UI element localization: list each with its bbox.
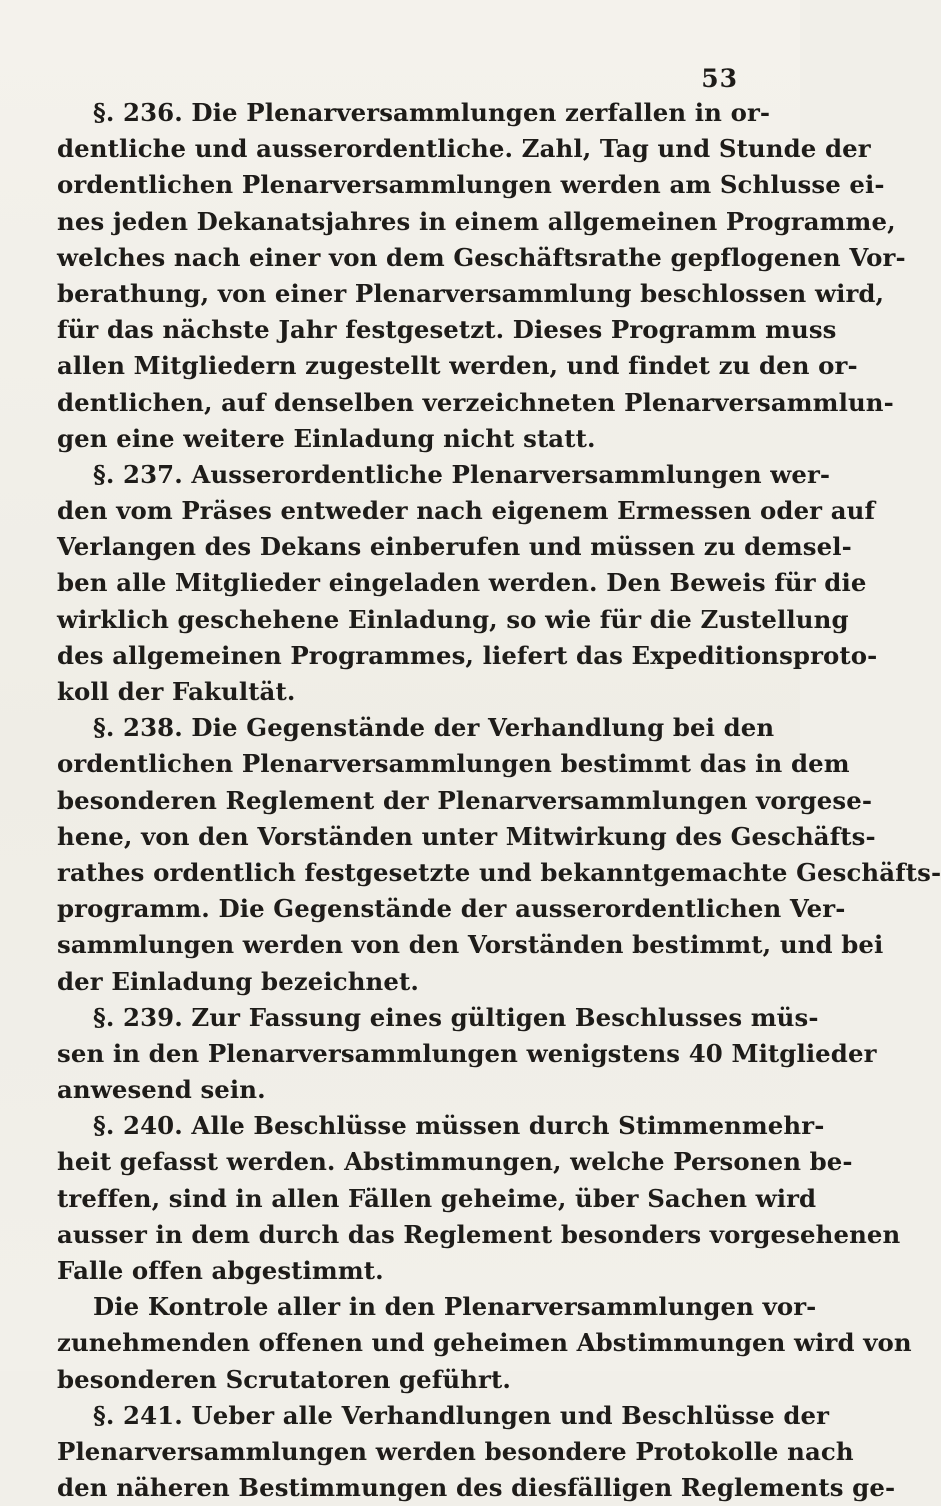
text-line: berathung, von einer Plenarversammlung beschlossen wird, (57, 278, 885, 308)
text-line: programm. Die Gegenstände der ausserordentlichen Ver- (57, 894, 846, 924)
text-line: zunehmenden offenen und geheimen Abstimmungen wird von (57, 1328, 912, 1358)
text-line: Die Kontrole aller in den Plenarversammlungen vor- (93, 1292, 817, 1322)
text-line: ordentlichen Plenarversammlungen werden am Schlusse ei- (57, 170, 885, 200)
text-line: §. 236. Die Plenarversammlungen zerfallen in or- (93, 98, 771, 127)
text-line: §. 240. Alle Beschlüsse müssen durch Stimmenmehr- (93, 1111, 825, 1141)
body-text (57, 95, 941, 1506)
text-line: heit gefasst werden. Abstimmungen, welche Personen be- (57, 1147, 853, 1177)
text-line: wirklich geschehene Einladung, so wie für die Zustellung (57, 604, 849, 634)
text-line: §. 239. Zur Fassung eines gültigen Beschlusses müs- (93, 1002, 819, 1032)
text-line: für das nächste Jahr festgesetzt. Dieses Programm muss (57, 315, 837, 345)
page-number: 53 (701, 64, 738, 93)
text-line: des allgemeinen Programmes, liefert das Expeditionsproto- (57, 640, 878, 670)
text-line: koll der Fakultät. (57, 677, 296, 706)
text-line: den vom Präses entweder nach eigenem Ermessen oder auf (57, 496, 876, 526)
text-line: dentliche und ausserordentliche. Zahl, Tag und Stunde der (57, 134, 871, 164)
text-line: ausser in dem durch das Reglement besonders vorgesehenen (57, 1219, 901, 1249)
text-line: den näheren Bestimmungen des diesfälligen Reglements ge- (57, 1473, 896, 1503)
text-line: Plenarversammlungen werden besondere Protokolle nach (57, 1436, 854, 1466)
text-line: sen in den Plenarversammlungen wenigstens 40 Mitglieder (57, 1038, 877, 1068)
text-line: hene, von den Vorständen unter Mitwirkung des Geschäfts- (57, 821, 876, 851)
text-line: gen eine weitere Einladung nicht statt. (57, 423, 596, 453)
text-line: ben alle Mitglieder eingeladen werden. Den Beweis für die (57, 568, 867, 598)
text-line: rathes ordentlich festgesetzte und bekanntgemachte Geschäfts- (57, 857, 941, 887)
text-line: der Einladung bezeichnet. (57, 966, 419, 996)
text-line: anwesend sein. (57, 1075, 266, 1105)
text-line: §. 241. Ueber alle Verhandlungen und Beschlüsse der (93, 1400, 830, 1430)
text-line: besonderen Scrutatoren geführt. (57, 1364, 511, 1394)
text-line: Falle offen abgestimmt. (57, 1256, 384, 1285)
text-line: Verlangen des Dekans einberufen und müssen zu demsel- (57, 532, 852, 562)
text-line: besonderen Reglement der Plenarversammlungen vorgese- (57, 785, 873, 815)
text-line: sammlungen werden von den Vorständen bestimmt, und bei (57, 930, 884, 960)
text-line: allen Mitgliedern zugestellt werden, und findet zu den or- (57, 351, 858, 381)
text-line: ordentlichen Plenarversammlungen bestimmt das in dem (57, 749, 850, 779)
text-line: dentlichen, auf denselben verzeichneten Plenarversammlun- (57, 387, 894, 417)
text-line: §. 238. Die Gegenstände der Verhandlung bei den (93, 713, 775, 743)
text-line: treffen, sind in allen Fällen geheime, über Sachen wird (57, 1183, 817, 1213)
text-line: welches nach einer von dem Geschäftsrathe gepflogenen Vor- (57, 242, 906, 272)
text-line: nes jeden Dekanatsjahres in einem allgemeinen Programme, (57, 206, 896, 236)
text-line: §. 237. Ausserordentliche Plenarversammlungen wer- (93, 459, 831, 489)
